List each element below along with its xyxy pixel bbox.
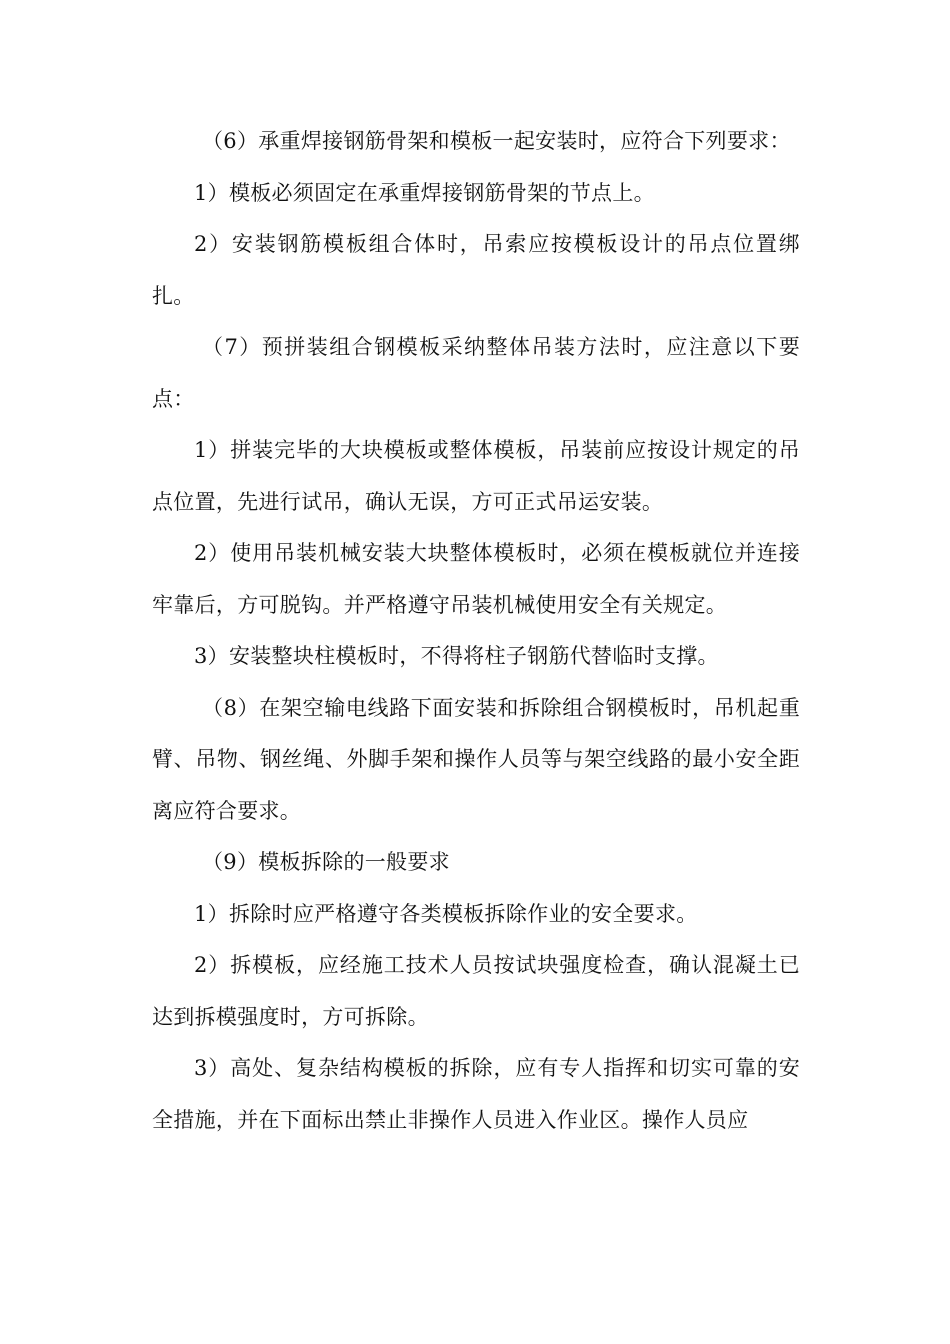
document-body (152, 116, 800, 1146)
section-paragraph-6: （6）承重焊接钢筋骨架和模板一起安装时，应符合下列要求： (202, 129, 791, 153)
list-item-paragraph: 1）拼装完毕的大块模板或整体模板，吊装前应按设计规定的吊点位置，先进行试吊，确认无误，方可正式吊运安装。 (152, 438, 800, 514)
list-item-paragraph: 1）模板必须固定在承重焊接钢筋骨架的节点上。 (194, 180, 655, 205)
section-paragraph-9: （9）模板拆除的一般要求 (202, 850, 450, 874)
section-paragraph-7: （7）预拼装组合钢模板采纳整体吊装方法时，应注意以下要点： (152, 335, 800, 411)
section-paragraph-8: （8）在架空输电线路下面安装和拆除组合钢模板时，吊机起重臂、吊物、钢丝绳、外脚手架和操作人员等与架空线路的最小安全距离应符合要求。 (152, 695, 800, 823)
list-item-paragraph: 1）拆除时应严格遵守各类模板拆除作业的安全要求。 (194, 901, 698, 926)
list-item-paragraph: 2）拆模板，应经施工技术人员按试块强度检查，确认混凝土已达到拆模强度时，方可拆除。 (152, 953, 800, 1029)
list-item-paragraph: 3）安装整块柱模板时，不得将柱子钢筋代替临时支撑。 (194, 644, 719, 668)
list-item-paragraph: 2）使用吊装机械安装大块整体模板时，必须在模板就位并连接牢靠后，方可脱钩。并严格遵守吊装机械使用安全有关规定。 (152, 541, 800, 617)
list-item-paragraph: 2）安装钢筋模板组合体时，吊索应按模板设计的吊点位置绑扎。 (152, 232, 800, 308)
list-item-paragraph: 3）高处、复杂结构模板的拆除，应有专人指挥和切实可靠的安全措施，并在下面标出禁止非操作人员进入作业区。操作人员应 (152, 1056, 800, 1132)
